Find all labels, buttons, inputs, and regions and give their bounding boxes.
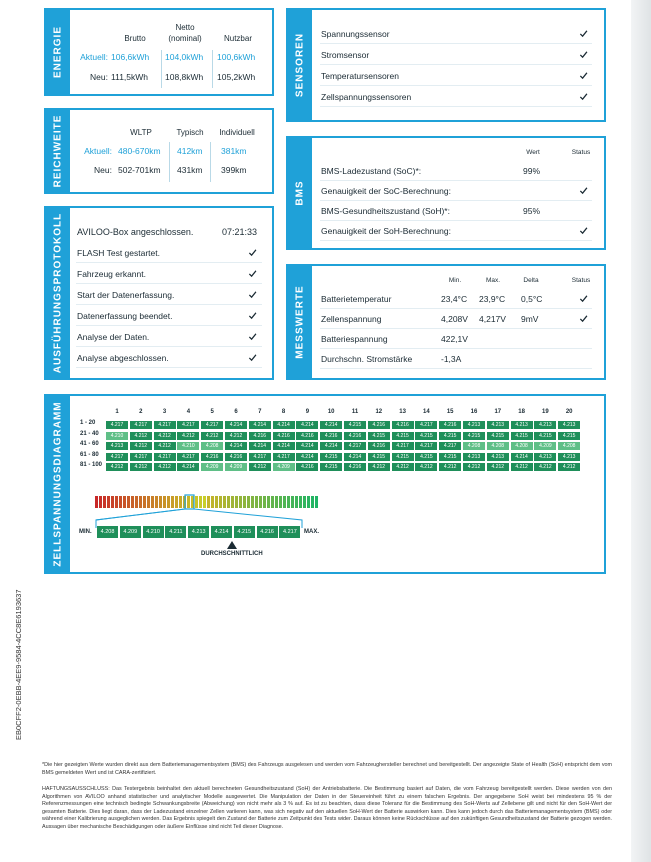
bms-sidebar xyxy=(288,138,312,248)
check-icon xyxy=(579,29,588,38)
cell-voltage: 4.215 xyxy=(511,432,533,440)
messwerte-row-label: Zellenspannung xyxy=(321,314,382,324)
check-icon xyxy=(248,353,257,362)
messwerte-col-max: Max. xyxy=(485,277,501,284)
cell-voltage: 4.217 xyxy=(273,453,295,461)
check-icon xyxy=(248,332,257,341)
cell-voltage: 4.209 xyxy=(534,442,556,450)
cell-voltage: 4.213 xyxy=(463,453,485,461)
cell-voltage: 4.212 xyxy=(130,432,152,440)
bms-row-label: BMS-Ladezustand (SoC)*: xyxy=(321,166,422,176)
check-icon xyxy=(579,314,588,323)
cell-voltage: 4.214 xyxy=(177,463,199,471)
cell-voltage: 4.213 xyxy=(511,421,533,429)
cell-voltage: 4.213 xyxy=(534,421,556,429)
scale-min-label: MIN. xyxy=(79,529,92,535)
reichweite-row-label: Neu: xyxy=(94,165,112,175)
protokoll-time: 07:21:33 xyxy=(222,227,258,237)
check-icon xyxy=(248,290,257,299)
bms-col-wert: Wert xyxy=(526,149,540,156)
cell-voltage: 4.214 xyxy=(249,421,271,429)
cell-voltage: 4.214 xyxy=(296,421,318,429)
reichweite-value: 381km xyxy=(221,146,247,156)
energie-value: 100,6kWh xyxy=(217,52,256,62)
scale-value: 4.215 xyxy=(234,526,255,538)
grid-column-header: 8 xyxy=(281,409,286,415)
bms-panel xyxy=(286,136,606,250)
messwerte-row-label: Batterietemperatur xyxy=(321,294,392,304)
page-edge xyxy=(631,0,651,862)
cell-voltage: 4.214 xyxy=(344,453,366,461)
messwerte-min: 422,1V xyxy=(441,334,468,344)
grid-column-header: 6 xyxy=(234,409,238,415)
reichweite-header: WLTP xyxy=(130,128,152,137)
average-marker-icon xyxy=(227,541,237,549)
grid-column-header: 9 xyxy=(305,409,310,415)
messwerte-panel xyxy=(286,264,606,380)
cell-voltage: 4.216 xyxy=(344,432,366,440)
grid-column-header: 13 xyxy=(399,409,406,415)
cell-voltage: 4.212 xyxy=(534,463,556,471)
cell-voltage: 4.212 xyxy=(177,432,199,440)
check-icon xyxy=(579,50,588,59)
sensor-item: Temperatursensoren xyxy=(321,71,399,81)
cell-voltage: 4.213 xyxy=(558,421,580,429)
protokoll-title: AUSFÜHRUNGSPROTOKOLL xyxy=(52,212,64,374)
cell-voltage: 4.209 xyxy=(201,463,223,471)
scale-value: 4.214 xyxy=(211,526,232,538)
energie-row-label: Aktuell: xyxy=(80,52,108,62)
messwerte-title: MESSWERTE xyxy=(294,285,306,359)
cell-voltage: 4.212 xyxy=(201,432,223,440)
grid-row-header: 1 - 20 xyxy=(80,420,96,426)
grid-column-header: 3 xyxy=(162,409,167,415)
scale-value: 4.211 xyxy=(165,526,186,538)
check-icon xyxy=(579,71,588,80)
cell-voltage: 4.213 xyxy=(534,453,556,461)
grid-row-header: 41 - 60 xyxy=(80,441,99,447)
energie-title: ENERGIE xyxy=(52,25,64,79)
cell-voltage: 4.217 xyxy=(439,442,461,450)
cell-voltage: 4.213 xyxy=(558,453,580,461)
check-icon xyxy=(579,92,588,101)
messwerte-min: 4,208V xyxy=(441,314,468,324)
messwerte-col-min: Min. xyxy=(448,277,462,284)
messwerte-min: 23,4°C xyxy=(441,294,468,304)
cell-voltage: 4.213 xyxy=(487,453,509,461)
cell-voltage: 4.215 xyxy=(320,463,342,471)
scale-value: 4.216 xyxy=(257,526,278,538)
cell-voltage: 4.210 xyxy=(177,442,199,450)
reichweite-title: REICHWEITE xyxy=(52,114,64,188)
bms-row-label: Genauigkeit der SoC-Berechnung: xyxy=(321,186,451,196)
cell-voltage: 4.216 xyxy=(368,421,390,429)
grid-column-header: 7 xyxy=(258,409,262,415)
cell-voltage: 4.212 xyxy=(415,463,437,471)
cell-voltage: 4.215 xyxy=(463,432,485,440)
cell-voltage: 4.217 xyxy=(106,421,128,429)
grid-column-header: 20 xyxy=(565,409,573,415)
cell-voltage: 4.212 xyxy=(225,432,247,440)
cell-voltage: 4.214 xyxy=(320,442,342,450)
cell-voltage: 4.217 xyxy=(201,421,223,429)
cell-voltage: 4.208 xyxy=(487,442,509,450)
cell-voltage: 4.212 xyxy=(154,463,176,471)
energie-header-netto: Netto (nominal) xyxy=(168,23,202,43)
scale-value: 4.213 xyxy=(188,526,209,538)
energie-value: 108,8kWh xyxy=(165,72,204,82)
reichweite-value: 431km xyxy=(177,165,203,175)
cell-voltage: 4.214 xyxy=(225,421,247,429)
cell-voltage: 4.216 xyxy=(392,421,414,429)
grid-column-header: 11 xyxy=(351,409,359,415)
check-icon xyxy=(248,248,257,257)
messwerte-row-label: Durchschn. Stromstärke xyxy=(321,354,413,364)
reichweite-panel xyxy=(44,108,274,194)
bms-row-value: 95% xyxy=(523,206,541,216)
energie-value: 104,0kWh xyxy=(165,52,204,62)
messwerte-max: 23,9°C xyxy=(479,294,506,304)
cell-voltage: 4.216 xyxy=(344,463,366,471)
sensoren-sidebar xyxy=(288,10,312,120)
protokoll-item: FLASH Test gestartet. xyxy=(77,248,160,258)
cell-voltage: 4.215 xyxy=(392,432,414,440)
cell-voltage: 4.216 xyxy=(201,453,223,461)
reichweite-header: Individuell xyxy=(219,128,255,137)
messwerte-delta: 9mV xyxy=(521,314,539,324)
protokoll-item: Analyse abgeschlossen. xyxy=(77,353,169,363)
energie-panel xyxy=(44,8,274,96)
cell-voltage: 4.209 xyxy=(225,463,247,471)
grid-row-header: 81 - 100 xyxy=(80,462,103,468)
energie-row-label: Neu: xyxy=(90,72,108,82)
grid-column-header: 12 xyxy=(375,409,383,415)
protokoll-item: Datenerfassung beendet. xyxy=(77,311,173,321)
cell-voltage: 4.208 xyxy=(558,442,580,450)
zellspannung-title: ZELLSPANNUNGSDIAGRAMM xyxy=(52,401,64,567)
protokoll-item: Fahrzeug erkannt. xyxy=(77,269,146,279)
reichweite-row-label: Aktuell: xyxy=(84,146,112,156)
cell-voltage: 4.214 xyxy=(249,442,271,450)
grid-column-header: 18 xyxy=(518,409,525,415)
cell-voltage: 4.212 xyxy=(439,463,461,471)
check-icon xyxy=(579,226,588,235)
cell-voltage: 4.214 xyxy=(511,453,533,461)
cell-voltage: 4.216 xyxy=(320,432,342,440)
energie-header-nutzbar: Nutzbar xyxy=(223,34,252,43)
cell-voltage: 4.212 xyxy=(130,463,152,471)
grid-column-header: 4 xyxy=(186,409,191,415)
grid-row-header: 21 - 40 xyxy=(80,430,99,437)
cell-voltage: 4.215 xyxy=(439,453,461,461)
cell-voltage: 4.215 xyxy=(344,421,366,429)
cell-voltage: 4.212 xyxy=(463,463,485,471)
scale-value: 4.217 xyxy=(279,526,300,538)
vehicle-id: EB0CFF2-0EBB-4EE9-9584-4CC8E6193637 xyxy=(14,589,23,740)
cell-voltage: 4.214 xyxy=(296,453,318,461)
cell-voltage: 4.215 xyxy=(487,432,509,440)
cell-voltage: 4.208 xyxy=(463,442,485,450)
cell-voltage: 4.215 xyxy=(368,432,390,440)
cell-voltage: 4.213 xyxy=(487,421,509,429)
cell-voltage: 4.216 xyxy=(273,432,295,440)
check-icon xyxy=(248,311,257,320)
cell-voltage: 4.216 xyxy=(368,442,390,450)
messwerte-min: -1,3A xyxy=(441,354,462,364)
protokoll-item: Start der Datenerfassung. xyxy=(77,290,175,300)
bms-col-status: Status xyxy=(571,149,591,156)
cell-voltage: 4.217 xyxy=(415,421,437,429)
footnote-2: HAFTUNGSAUSSCHLUSS: Das Testergebnis beinhaltet den aktuell berechneten Gesundheitszustand (SoH) der Antriebsbatterie. Die Bestimmung basiert auf Daten, die vom Fahrzeug bereitgestellt werden. Diese werden von den Algorithmen von AVILOO anhand statistischer und analytischer Modelle ausgewertet. Die Manipulation der Daten in der Steuereinheit führt zu einem falschen Ergebnis. Der angegebene SoH weist bei mindestens 95 % der Referenzmessungen eine technisch bedingte Schwankungsbreite (Abweichung) von nicht mehr als 3 % auf. Es ist zu beachten, dass diese Toleranz für die Bestimmung des SoH-Werts auf Zellebene gilt und nicht für den SoH-Wert der gesamten Batterie. Dies liegt daran, dass der Ladezustand einzelner Zellen variieren kann, was sich negativ auf den aktuellen SoH-Wert der Batterie auswirken kann. Dies kann jedoch durch das Batteriemanagementsystem (BMS) oder während einer Kalibrierung ausgeglichen werden. Das Ergebnis spiegelt den Zustand der Batterie zum Zeitpunkt des Tests wider. Daraus können keine Rückschlüsse auf den zukünftigen Gesundheitszustand der Batterie gezogen werden. Aussagen über mechanische Beschädigungen oder äußere Einflüsse sind nicht Teil dieser Diagnose. xyxy=(42,786,612,830)
average-label: DURCHSCHNITTLICH xyxy=(201,551,263,557)
cell-voltage: 4.212 xyxy=(154,442,176,450)
reichweite-value: 502-701km xyxy=(118,165,161,175)
energie-value: 105,2kWh xyxy=(217,72,256,82)
grid-column-header: 5 xyxy=(210,409,214,415)
cell-voltage: 4.215 xyxy=(368,453,390,461)
messwerte-delta: 0,5°C xyxy=(521,294,543,304)
cell-voltage: 4.215 xyxy=(320,453,342,461)
cell-voltage: 4.217 xyxy=(106,453,128,461)
cell-voltage: 4.217 xyxy=(249,453,271,461)
messwerte-col-delta: Delta xyxy=(523,277,539,284)
energie-header-brutto: Brutto xyxy=(124,34,146,43)
cell-voltage: 4.212 xyxy=(154,432,176,440)
cell-voltage: 4.208 xyxy=(201,442,223,450)
protokoll-panel xyxy=(44,206,274,380)
protokoll-header: AVILOO-Box angeschlossen. xyxy=(77,227,194,237)
sensoren-title: SENSOREN xyxy=(294,32,306,98)
cell-voltage: 4.212 xyxy=(368,463,390,471)
grid-column-header: 16 xyxy=(470,409,478,415)
scale-value: 4.209 xyxy=(120,526,141,538)
check-icon xyxy=(579,186,588,195)
cell-voltage: 4.212 xyxy=(130,442,152,450)
cell-voltage: 4.216 xyxy=(296,432,318,440)
cell-voltage: 4.217 xyxy=(154,453,176,461)
sensor-item: Stromsensor xyxy=(321,50,370,60)
bms-row-label: BMS-Gesundheitszustand (SoH)*: xyxy=(321,206,450,216)
cell-voltage: 4.212 xyxy=(392,463,414,471)
reichweite-value: 412km xyxy=(177,146,203,156)
cell-voltage: 4.213 xyxy=(463,421,485,429)
cell-voltage: 4.217 xyxy=(177,421,199,429)
cell-voltage: 4.215 xyxy=(534,432,556,440)
scale-value: 4.208 xyxy=(97,526,118,538)
messwerte-col-status: Status xyxy=(571,277,591,284)
footnote-1: *Die hier gezeigten Werte wurden direkt aus dem Batteriemanagementsystem (BMS) des Fahrzeugs ausgelesen und werden vom Fahrzeughersteller berechnet und bereitgestellt. Der angezeigte State of Health (SoH) entspricht dem vom BMS gemeldeten Wert und ist CARA-zertifiziert. xyxy=(42,762,612,776)
zellspannung-sidebar xyxy=(46,396,70,572)
cell-voltage: 4.217 xyxy=(154,421,176,429)
cell-voltage: 4.212 xyxy=(487,463,509,471)
sensoren-panel xyxy=(286,8,606,122)
cell-voltage: 4.216 xyxy=(296,463,318,471)
cell-voltage: 4.214 xyxy=(273,421,295,429)
grid-column-header: 1 xyxy=(115,409,119,415)
cell-voltage: 4.217 xyxy=(415,442,437,450)
cell-voltage: 4.215 xyxy=(415,432,437,440)
cell-voltage: 4.216 xyxy=(439,421,461,429)
grid-column-header: 2 xyxy=(139,409,143,415)
sensor-item: Zellspannungssensoren xyxy=(321,92,412,102)
messwerte-max: 4,217V xyxy=(479,314,506,324)
energie-value: 111,5kWh xyxy=(111,72,149,82)
cell-voltage: 4.210 xyxy=(106,432,128,440)
grid-column-header: 14 xyxy=(423,409,430,415)
cell-voltage: 4.217 xyxy=(344,442,366,450)
cell-voltage: 4.212 xyxy=(558,463,580,471)
grid-column-header: 19 xyxy=(542,409,549,415)
cell-voltage: 4.215 xyxy=(439,432,461,440)
energie-value: 106,6kWh xyxy=(111,52,150,62)
grid-column-header: 17 xyxy=(494,409,502,415)
grid-row-header: 61 - 80 xyxy=(80,451,99,458)
bms-row-value: 99% xyxy=(523,166,541,176)
check-icon xyxy=(248,269,257,278)
cell-voltage: 4.212 xyxy=(106,463,128,471)
cell-voltage: 4.214 xyxy=(296,442,318,450)
cell-voltage: 4.208 xyxy=(511,442,533,450)
messwerte-sidebar xyxy=(288,266,312,378)
scale-max-label: MAX. xyxy=(304,529,319,535)
bms-title: BMS xyxy=(294,180,306,206)
cell-voltage: 4.214 xyxy=(225,442,247,450)
cell-voltage: 4.217 xyxy=(177,453,199,461)
check-icon xyxy=(579,294,588,303)
cell-voltage: 4.216 xyxy=(225,453,247,461)
messwerte-row-label: Batteriespannung xyxy=(321,334,388,344)
protokoll-item: Analyse der Daten. xyxy=(77,332,150,342)
cell-voltage: 4.214 xyxy=(320,421,342,429)
reichweite-header: Typisch xyxy=(176,128,204,137)
cell-voltage: 4.212 xyxy=(511,463,533,471)
cell-voltage: 4.217 xyxy=(130,421,152,429)
cell-voltage: 4.216 xyxy=(249,432,271,440)
reichweite-value: 399km xyxy=(221,165,247,175)
grid-column-header: 10 xyxy=(327,409,335,415)
cell-voltage: 4.213 xyxy=(106,442,128,450)
scale-value: 4.210 xyxy=(143,526,164,538)
reichweite-value: 480-670km xyxy=(118,146,161,156)
cell-voltage: 4.212 xyxy=(249,463,271,471)
protokoll-sidebar xyxy=(46,208,70,378)
cell-voltage: 4.215 xyxy=(558,432,580,440)
sensor-item: Spannungssensor xyxy=(321,29,390,39)
cell-voltage: 4.217 xyxy=(392,442,414,450)
cell-voltage: 4.214 xyxy=(273,442,295,450)
grid-column-header: 15 xyxy=(446,409,454,415)
cell-voltage: 4.217 xyxy=(130,453,152,461)
cell-voltage: 4.215 xyxy=(415,453,437,461)
cell-voltage: 4.215 xyxy=(392,453,414,461)
bms-row-label: Genauigkeit der SoH-Berechnung: xyxy=(321,226,451,236)
cell-voltage: 4.209 xyxy=(273,463,295,471)
